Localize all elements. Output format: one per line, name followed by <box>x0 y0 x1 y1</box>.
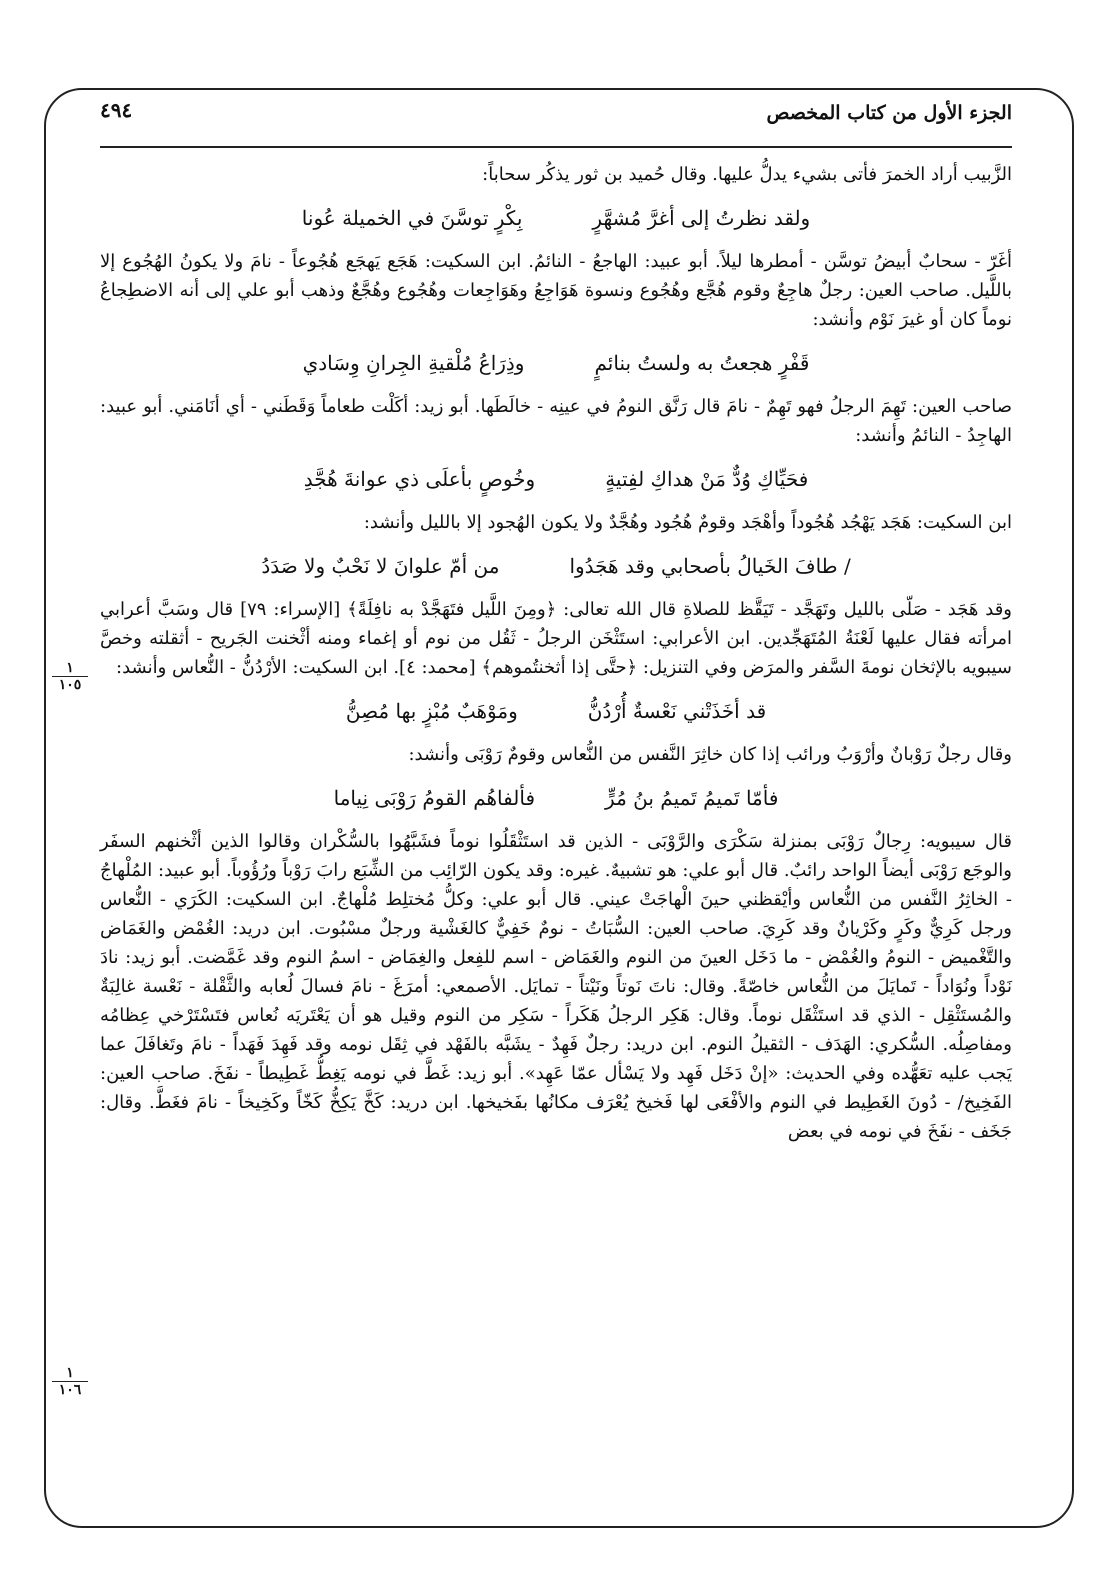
verse-first-hemistich: / طافَ الخَيالُ بأصحابي وقد هَجَدُوا <box>569 554 851 578</box>
verse-first-hemistich: ولقد نظرتُ إلى أغرَّ مُشهَّرٍ <box>592 206 811 230</box>
paragraph: قال سيبويه: رِجالٌ رَوْبَى بمنزلة سَكْرَى والرَّوْبَى - الذين قد استَثْقَلُوا نوماً فشَبَّهُوا بالسُّكْران وقالوا الذين أثْخنهم السفَر والوجَع رَوْبَى أيضاً الواحد رائبٌ. قال أبو علي: هو تشبيهٌ. غيره: وقد يكون الرّائِب من الشِّبَع رابَ رَوْباً ورُؤُوباً. أبو عبيد: المُلْهاجُ - الخاثِرُ النَّفس من النُّعاس وأيْقظني حينَ الْهاجَتْ عيني. قال أبو علي: وكلُّ مُختلِط مُلْهاجٌ. ابن السكيت: الكَرَي - النُّعاس ورجل كَرِيٌّ وكَرٍ وكَرْيانٌ وقد كَرِيَ. صاحب العين: السُّبَاتُ - نومٌ خَفِيٌّ كالغَشْية ورجلٌ مسْبُوت. ابن دريد: الغُمْض والغَمَاض والتَّغْميض - النومُ والغُمْض - ما دَخَل العينَ من النوم والغَمَاض - اسم للفِعل والغِمَاض - اسمُ النوم وقد غَمَّضت. أبو زيد: نادَ نَوْداً ونُوَاداً - تَمايَلَ من النُّعاس خاصّةً. وقال: ناتَ نَوتاً ونَيْتاً - تمايَل. الأصمعي: أمرَغَ - نامَ فسالَ لُعابه والثَّقْلة - نَعْسة غالِبَةٌ والمُستَثْقِل - الذي قد استَثْقَل نوماً. وقال: هَكِر الرجلُ هَكَراً - سَكِر من النوم وقيل هو أن يَعْتَريَه نُعاس فتَسْتَرْخي عِظامُه ومفاصِلُه. السُّكري: الهَدَف - الثقيلُ النوم. ابن دريد: رجلٌ فَهِدٌ - يشَبَّه بالفَهْد في ثِقَل نومه وقد فَهِدَ فَهَداً - نامَ وتَغافَلَ عما يَجب عليه تعَهُّده وفي الحديث: «إنْ دَخَل فَهِد ولا يَسْأل عمّا عَهِد». أبو زيد: غَطَّ في نومه يَغِطُّ غَطِيطاً - نفَخَ. صاحب العين: الفَخِيخ/ - دُونَ الغَطِيط في النوم والأفْعَى لها فَخيخ يُعْرَف مكانُها بفَخيخها. ابن دريد: كَخَّ يَكِخُّ كَخّاً وكَخِيخاً - نامَ فغَطَّ. وقال: جَخَف - نفَخَ في نومه في بعض <box>100 831 1012 1142</box>
verse-line <box>100 547 1012 585</box>
paragraph: وقد هَجَد - صَلّى بالليل وتَهَجَّد - تَيَقَّظ للصلاةِ قال الله تعالى: ﴿ومِنَ اللَّيل فتَهَجَّدْ به نافِلَةً﴾ [الإسراء: ٧٩] قال وسَبَّ أعرابي امرأته فقال عليها لَعْنَةُ المُتَهَجِّدين. ابن الأعرابي: استَثْخَن الرجلُ - ثَقُل من نوم أو إغماء ومنه أثْخنت الجَريح - أثقلته وخصَّ سيبويه بالإثخان نومةَ السَّفر والمرَض وفي التنزيل: ﴿حتَّى إذا أثخنتُموهم﴾ [محمد: ٤]. ابن السكيت: الأرْدُنُّ - النُّعاس وأنشد: <box>100 599 1012 678</box>
verse-second-hemistich: وذِرَاعُ مُلْقيةِ الجِرانِ وِسَادي <box>302 351 525 375</box>
page-number: ٤٩٤ <box>100 98 133 122</box>
paragraph: صاحب العين: تَهِمَ الرجلُ فهو تَهِمٌ - نامَ قال رَنَّق النومُ في عينِه - خالَطَها. أبو زيد: أكَلْت طعاماً وَقَطَني - أي أنَامَني. أبو عبيد: الهاجِدُ - النائمُ وأنشد: <box>100 396 1012 446</box>
marker-page: ١٠٥ <box>58 677 82 693</box>
verse-first-hemistich: قَفْرٍ هجعتُ به ولستُ بنائمٍ <box>594 351 810 375</box>
verse-second-hemistich: بِكْرٍ توسَّنَ في الخميلة عُونا <box>301 206 523 230</box>
paragraph: الزَّبيب أراد الخمرَ فأتى بشيء يدلُّ عليها. وقال حُميد بن ثور يذكُر سحاباً: <box>482 164 1012 185</box>
margin-page-marker <box>52 660 88 693</box>
verse-second-hemistich: وخُوصٍ بأعلَى ذي عوانةَ هُجَّدِ <box>303 467 536 491</box>
marker-page: ١٠٦ <box>58 1382 82 1398</box>
verse-line <box>100 692 1012 730</box>
verse-first-hemistich: قد أخَذَتْني نَعْسةٌ أُرْدُنُّ <box>587 699 767 723</box>
book-title: الجزء الأول من كتاب المخصص <box>766 102 1012 124</box>
marker-volume: ١ <box>52 1365 88 1382</box>
verse-line <box>100 344 1012 382</box>
page-body <box>100 160 1012 1510</box>
verse-line <box>100 199 1012 237</box>
verse-first-hemistich: فأمّا تَميمُ تَميمُ بنُ مُرٍّ <box>605 786 779 810</box>
paragraph: وقال رجلٌ رَوْبانٌ وأرْوَبُ ورائب إذا كان خاثِرَ النَّفس من النُّعاس وقومٌ رَوْبَى وأنشد: <box>408 744 1012 765</box>
header-rule <box>100 146 1012 148</box>
page-header <box>100 98 1012 142</box>
paragraph: ابن السكيت: هَجَد يَهْجُد هُجُوداً وأهْجَد وقومٌ هُجُود وهُجَّدٌ ولا يكون الهُجود إلا بالليل وأنشد: <box>363 512 1012 533</box>
margin-page-marker <box>52 1365 88 1398</box>
verse-first-hemistich: فحَيِّاكِ وُدٌّ مَنْ هداكِ لفِتيةٍ <box>605 467 809 491</box>
marker-volume: ١ <box>52 660 88 677</box>
verse-line <box>100 460 1012 498</box>
verse-line <box>100 779 1012 817</box>
verse-second-hemistich: من أمّ علوانَ لا نَحْبٌ ولا صَدَدُ <box>261 554 500 578</box>
paragraph: أغَرّ - سحابٌ أبيضُ توسَّن - أمطرها ليلاً. أبو عبيد: الهاجعُ - النائمُ. ابن السكيت: هَجَع يَهجَع هُجُوعاً - نامَ ولا يكونُ الهُجُوع إلا باللَّيل. صاحب العين: رجلٌ هاجِعٌ وقوم هُجَّع وهُجُوع ونسوة هَوَاجِعُ وهَوَاجِعات وهُجُوع وهُجَّعٌ وذهب أبو علي إلى أنه الاضطِجاعُ نوماً كان أو غيرَ نَوْم وأنشد: <box>100 251 1012 330</box>
verse-second-hemistich: ومَوْهَبٌ مُبْزٍ بها مُصِنُّ <box>345 699 518 723</box>
verse-second-hemistich: فألفاهُم القومُ رَوْبَى نِياما <box>333 786 536 810</box>
